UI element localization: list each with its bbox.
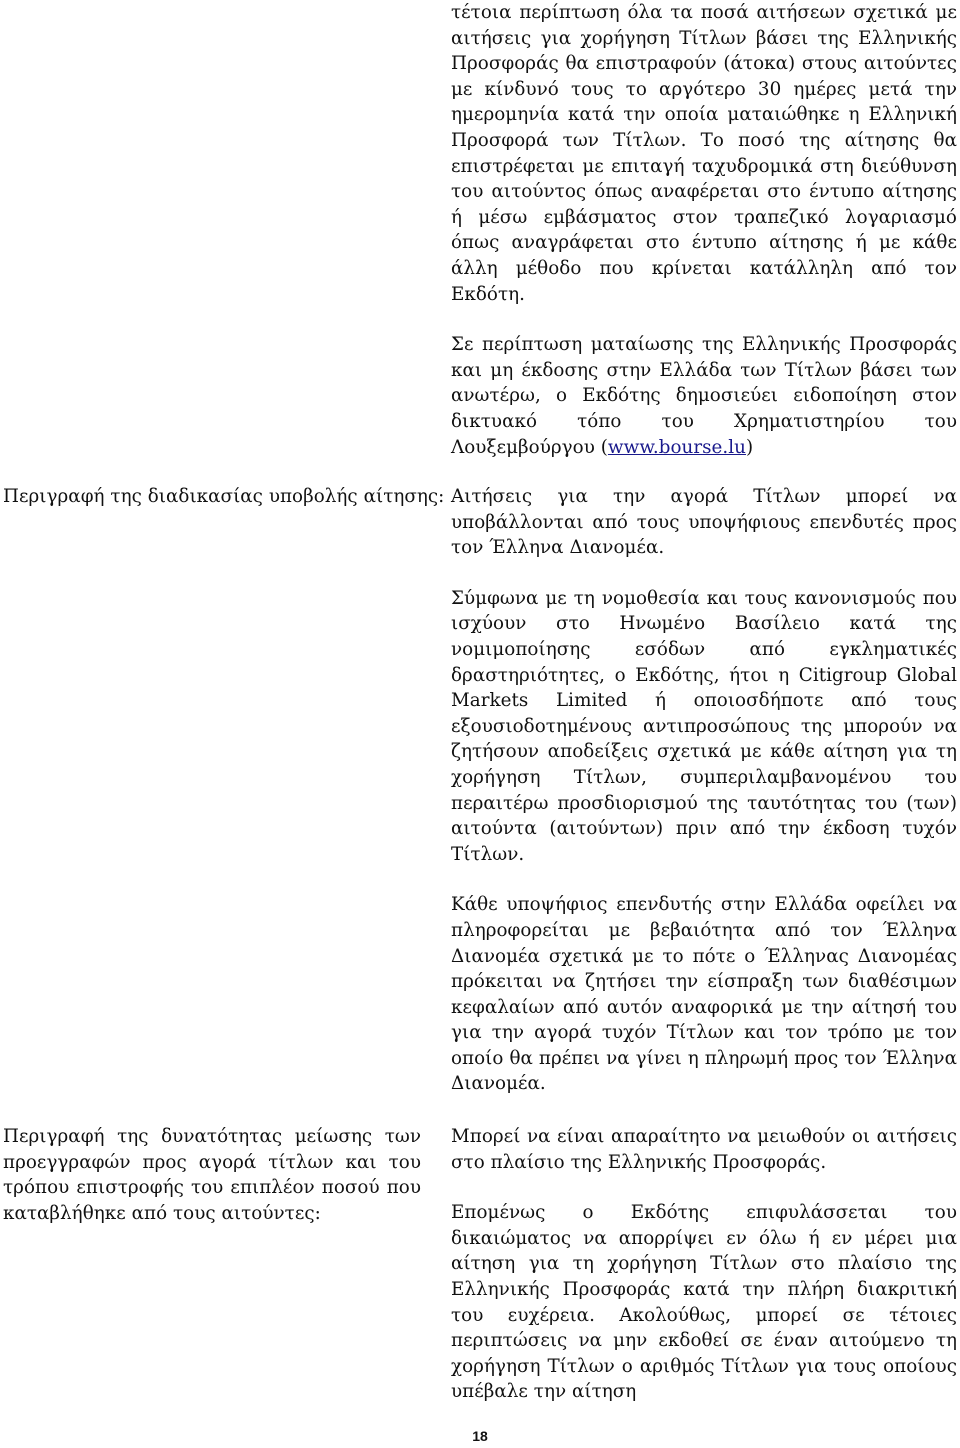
procedure-label: Περιγραφή της διαδικασίας υποβολής αίτησης:	[3, 486, 445, 507]
section-refund-content	[451, 0, 957, 460]
page-number: 18	[472, 1428, 488, 1444]
bourse-link[interactable]: www.bourse.lu	[607, 436, 747, 458]
cancellation-text: Σε περίπτωση ματαίωσης της Ελληνικής Προσφοράς και μη έκδοσης στην Ελλάδα των Τίτλων βάσει των ανωτέρω, ο Εκδότης δημοσιεύει ειδοποίηση στον δικτυακό τόπο του Χρηματιστηρίου του Λουξεμβούργου (	[451, 334, 957, 458]
reduction-paragraph-2: Επομένως ο Εκδότης επιφυλάσσεται του δικαιώματος να απορρίψει εν όλω ή εν μέρει μια αίτηση για τη χορήγηση Τίτλων στο πλαίσιο της Ελληνικής Προσφοράς κατά την πλήρη διακριτική του ευχέρεια. Ακολούθως, μπορεί σε τέτοιες περιπτώσεις να μην εκδοθεί σε έναν αιτούμενο τη χορήγηση Τίτλων ο αριθμός Τίτλων για τους οποίους υπέβαλε την αίτηση	[451, 1202, 957, 1403]
procedure-paragraph-2: Σύμφωνα με τη νομοθεσία και τους κανονισμούς που ισχύουν στο Ηνωμένο Βασίλειο κατά της νομιμοποίησης εσόδων από εγκληματικές δραστηριότητες, ο Εκδότης, ήτοι η Citigroup Global Markets Limited ή οποιοσδήποτε από τους εξουσιοδοτημένους αντιπροσώπους της μπορούν να ζητήσουν αποδείξεις σχετικά με κάθε αίτηση για τη χορήγηση Τίτλων, συμπεριλαμβανομένου του περαιτέρω προσδιορισμού της ταυτότητας του (των) αιτούντα (αιτούντων) πριν από την έκδοση τυχόν Τίτλων.	[451, 587, 957, 865]
procedure-content	[451, 484, 957, 1097]
reduction-paragraph-1: Μπορεί να είναι απαραίτητο να μειωθούν οι αιτήσεις στο πλαίσιο της Ελληνικής Προσφοράς.	[451, 1126, 957, 1173]
reduction-label: Περιγραφή της δυνατότητας μείωσης των προεγγραφών προς αγορά τίτλων και του τρόπου επιστροφής του επιπλέον ποσού που καταβλήθηκε από τους αιτούντες:	[3, 1126, 421, 1224]
refund-paragraph: τέτοια περίπτωση όλα τα ποσά αιτήσεων σχετικά με αιτήσεις για χορήγηση Τίτλων βάσει της Ελληνικής Προσφοράς θα επιστραφούν (άτοκα) στους αιτούντες με κίνδυνό τους το αργότερο 30 ημέρες μετά την ημερομηνία κατά την οποία ματαιώθηκε η Ελληνική Προσφορά των Τίτλων. Το ποσό της αίτησης θα επιστρέφεται με επιταγή ταχυδρομικά στη διεύθυνση του αιτούντος όπως αναφέρεται στο έντυπο αίτησης ή μέσω εμβάσματος στον τραπεζικό λογαριασμό όπως αναγράφεται στο έντυπο αίτησης ή με κάθε άλλη μέθοδο που κρίνεται κατάλληλη από τον Εκδότη.	[451, 2, 957, 305]
procedure-paragraph-1: Αιτήσεις για την αγορά Τίτλων μπορεί να υποβάλλονται από τους υποψήφιους επενδυτές προς τον Έλληνα Διανομέα.	[451, 486, 957, 559]
reduction-content	[451, 1124, 957, 1405]
procedure-paragraph-3: Κάθε υποψήφιος επενδυτής στην Ελλάδα οφείλει να πληροφορείται με βεβαιότητα από τον Έλληνα Διανομέα σχετικά με το πότε ο Έλληνας Διανομέας πρόκειται να ζητήσει την είσπραξη των διαθέσιμων κεφαλαίων από αυτόν αναφορικά με την αίτησή του για την αγορά τυχόν Τίτλων και τον τρόπο με τον οποίο θα πρέπει να γίνει η πληρωμή προς τον Έλληνα Διανομέα.	[451, 894, 957, 1095]
cancellation-text-end: )	[746, 436, 754, 458]
cancellation-paragraph	[451, 332, 957, 460]
